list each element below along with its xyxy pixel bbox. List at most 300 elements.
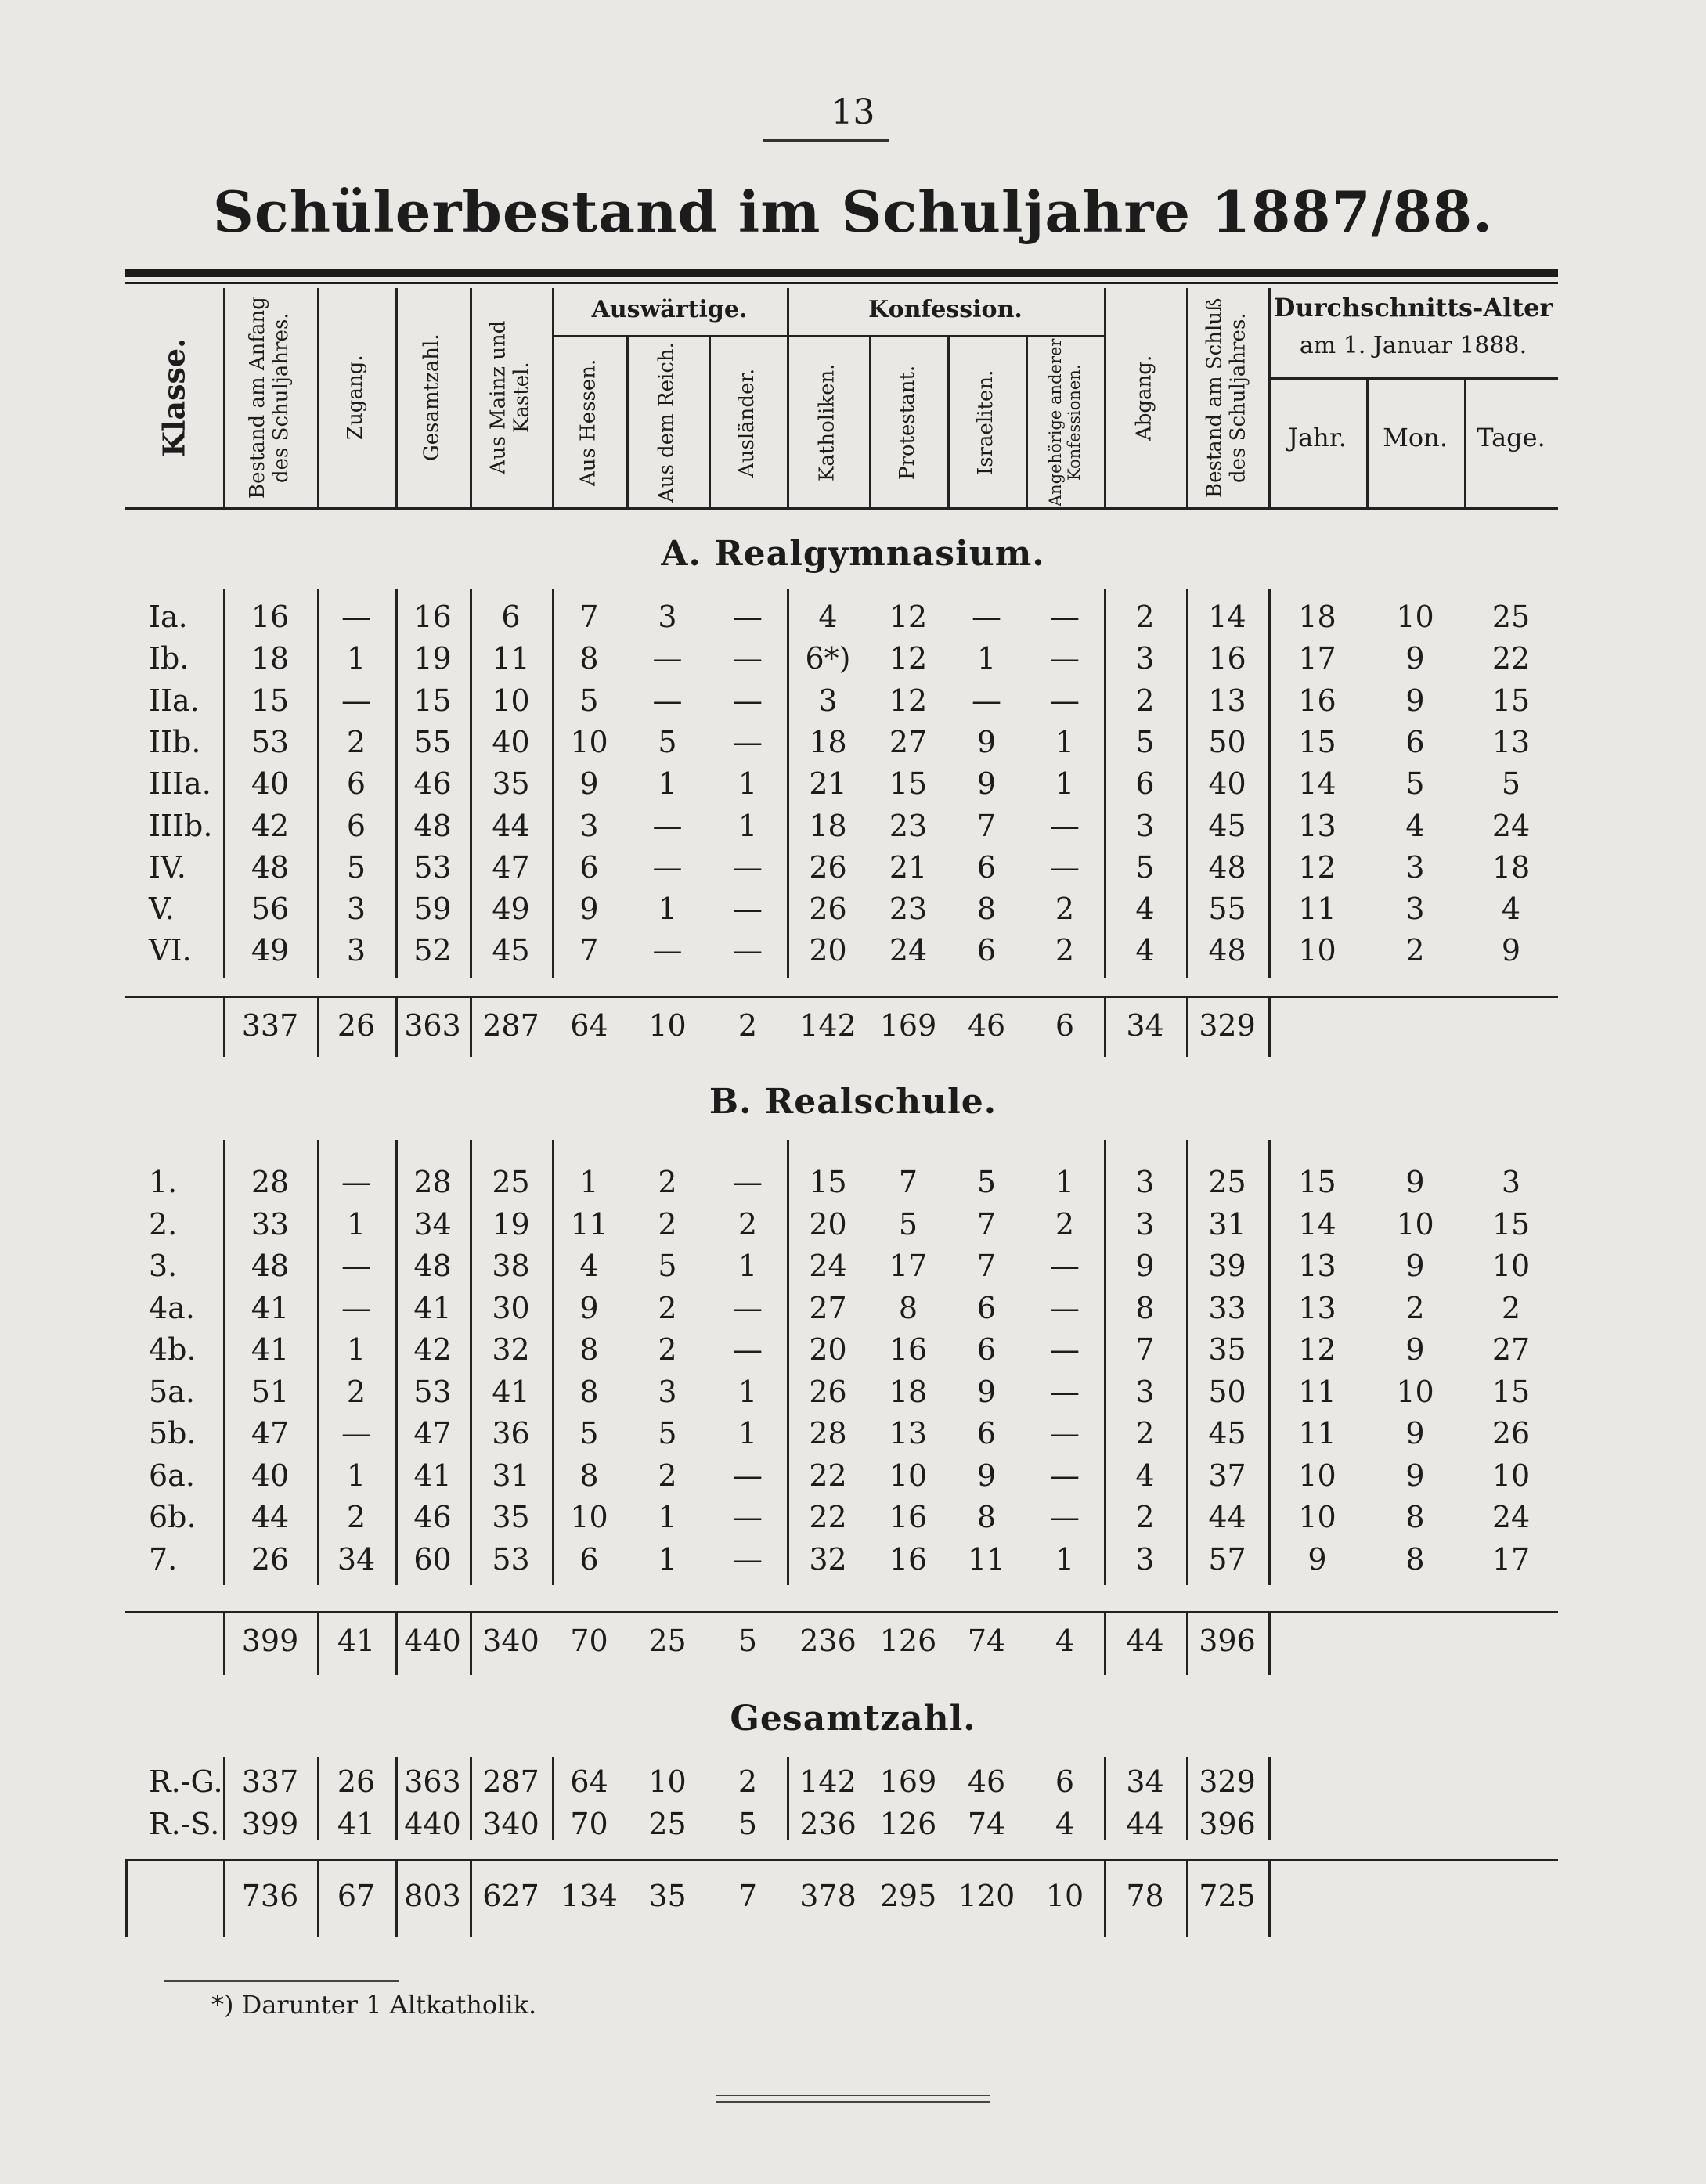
- section-b-sum-rule: [125, 1611, 1558, 1613]
- row-label: IIIa.: [149, 766, 211, 802]
- table-cell: 18: [251, 641, 290, 676]
- table-cell: —: [341, 683, 371, 718]
- table-cell: 40: [251, 1458, 290, 1493]
- table-cell: 2: [658, 1165, 677, 1199]
- table-cell: 70: [570, 1807, 608, 1841]
- table-cell: 26: [809, 892, 847, 927]
- table-cell: 27: [889, 724, 928, 759]
- table-cell: 40: [1208, 766, 1246, 802]
- table-cell: 5: [1501, 766, 1521, 802]
- table-cell: 25: [1208, 1165, 1246, 1199]
- table-cell: 48: [413, 1249, 452, 1283]
- table-cell: 20: [809, 1206, 847, 1242]
- table-cell: 9: [1501, 933, 1521, 968]
- table-cell: 1: [658, 1541, 677, 1577]
- table-cell: 7: [976, 1249, 997, 1283]
- table-cell: —: [733, 600, 763, 634]
- row-label: 5b.: [149, 1416, 197, 1451]
- total-cell: 134: [561, 1879, 618, 1913]
- table-cell: 18: [809, 724, 847, 759]
- table-cell: —: [652, 849, 683, 885]
- table-cell: 45: [1208, 1416, 1246, 1451]
- table-cell: 11: [492, 641, 530, 676]
- column-rule: [317, 589, 319, 978]
- table-cell: 1: [1055, 1541, 1075, 1577]
- table-cell: 13: [889, 1416, 928, 1451]
- total-cell: 627: [482, 1879, 539, 1913]
- column-rule: [395, 1757, 398, 1840]
- table-cell: 9: [579, 1290, 599, 1325]
- column-header-aus-mainz: Aus Mainz und Kastel.: [486, 320, 534, 475]
- table-cell: 11: [1298, 1374, 1336, 1409]
- table-cell: 17: [1298, 641, 1336, 676]
- table-cell: 2: [1405, 1290, 1425, 1325]
- table-cell: 363: [404, 1764, 461, 1799]
- row-label: 4a.: [149, 1290, 195, 1325]
- total-cell: 10: [1045, 1879, 1084, 1913]
- table-cell: 3: [658, 1374, 677, 1409]
- row-label: Ib.: [149, 641, 189, 676]
- table-cell: 9: [1135, 1249, 1155, 1283]
- table-cell: 55: [413, 724, 452, 759]
- row-label: IV.: [149, 849, 186, 885]
- table-cell: 8: [898, 1290, 918, 1325]
- row-label: R.-S.: [149, 1807, 220, 1841]
- table-cell: —: [341, 1165, 371, 1199]
- table-cell: 16: [889, 1500, 928, 1534]
- table-cell: 51: [251, 1374, 290, 1409]
- table-cell: 21: [809, 766, 847, 802]
- table-cell: 27: [809, 1290, 847, 1325]
- table-cell: 5: [658, 1249, 677, 1283]
- table-cell: 28: [809, 1416, 847, 1451]
- table-cell: —: [1050, 683, 1080, 718]
- table-cell: 1: [738, 1249, 758, 1283]
- table-cell: 1: [1055, 766, 1075, 802]
- column-rule: [1268, 1140, 1271, 1585]
- table-cell: —: [1050, 1416, 1080, 1451]
- table-cell: 13: [1298, 1249, 1336, 1283]
- column-rule: [552, 1757, 554, 1840]
- table-cell: 399: [241, 1807, 299, 1841]
- total-cell: 399: [241, 1624, 299, 1658]
- table-cell: 26: [1491, 1416, 1531, 1451]
- column-header-mon: Mon.: [1383, 423, 1448, 452]
- table-cell: 2: [346, 724, 366, 759]
- table-cell: —: [652, 683, 683, 718]
- table-cell: 2: [346, 1500, 366, 1534]
- table-cell: 26: [809, 849, 847, 885]
- table-cell: 13: [1298, 1290, 1336, 1325]
- bottom-double-rule: [716, 2101, 990, 2103]
- table-cell: 35: [1208, 1332, 1246, 1367]
- table-cell: —: [972, 683, 1001, 718]
- table-cell: 46: [413, 766, 452, 802]
- table-cell: 6: [976, 933, 997, 968]
- column-rule: [470, 589, 472, 978]
- column-rule: [552, 1140, 554, 1585]
- section-title-c: Gesamtzahl.: [730, 1699, 976, 1739]
- table-cell: —: [1050, 1249, 1080, 1283]
- total-cell: 74: [967, 1624, 1006, 1658]
- table-cell: 10: [1298, 933, 1336, 968]
- table-cell: 9: [1405, 1416, 1425, 1451]
- table-cell: 4: [1055, 1807, 1075, 1841]
- table-cell: 17: [889, 1249, 928, 1283]
- column-rule: [787, 589, 789, 978]
- table-cell: 7: [579, 600, 599, 634]
- table-cell: 15: [889, 766, 928, 802]
- table-cell: 24: [889, 933, 928, 968]
- column-rule: [223, 1140, 225, 1585]
- table-cell: 3: [818, 683, 838, 718]
- column-rule: [787, 1140, 789, 1585]
- table-cell: 6: [976, 1332, 997, 1367]
- table-cell: 1: [1055, 1165, 1075, 1199]
- table-cell: 33: [251, 1206, 290, 1242]
- group-header-konfession: Konfession.: [868, 296, 1023, 323]
- table-cell: 5: [579, 1416, 599, 1451]
- row-label: IIIb.: [149, 808, 213, 843]
- table-cell: 41: [413, 1290, 452, 1325]
- column-rule: [1104, 589, 1106, 978]
- table-cell: 35: [492, 766, 530, 802]
- table-cell: 3: [1135, 641, 1155, 676]
- total-cell: 25: [648, 1624, 687, 1658]
- table-cell: 236: [799, 1807, 857, 1841]
- table-cell: —: [733, 1290, 763, 1325]
- table-cell: 9: [1405, 683, 1425, 718]
- total-cell: 396: [1199, 1624, 1256, 1658]
- table-cell: 37: [1208, 1458, 1246, 1493]
- table-cell: 23: [889, 808, 928, 843]
- table-cell: 1: [346, 1332, 366, 1367]
- table-cell: 10: [1298, 1458, 1336, 1493]
- table-cell: 6*): [805, 641, 851, 676]
- table-cell: 8: [579, 1374, 599, 1409]
- total-cell: 340: [482, 1624, 539, 1658]
- table-cell: 5: [346, 849, 366, 885]
- table-cell: 24: [809, 1249, 847, 1283]
- table-cell: —: [733, 1332, 763, 1367]
- table-cell: 15: [809, 1165, 847, 1199]
- table-cell: 24: [1491, 1500, 1531, 1534]
- table-cell: 47: [413, 1416, 452, 1451]
- table-cell: 57: [1208, 1541, 1246, 1577]
- header-bottom-rule: [125, 507, 1558, 510]
- table-cell: 440: [404, 1807, 461, 1841]
- table-cell: 47: [251, 1416, 290, 1451]
- footnote-rule: [164, 1980, 399, 1982]
- table-cell: 15: [1491, 683, 1531, 718]
- table-cell: 6: [976, 1416, 997, 1451]
- table-cell: 7: [898, 1165, 918, 1199]
- table-cell: 18: [889, 1374, 928, 1409]
- table-cell: 22: [809, 1458, 847, 1493]
- table-cell: 15: [1491, 1374, 1531, 1409]
- total-cell: 7: [738, 1879, 758, 1913]
- table-cell: 13: [1491, 724, 1531, 759]
- table-cell: 30: [492, 1290, 530, 1325]
- table-cell: 9: [579, 766, 599, 802]
- table-cell: 53: [251, 724, 290, 759]
- total-cell: 6: [1055, 1008, 1075, 1043]
- table-top-rule-thin: [125, 282, 1558, 284]
- table-cell: 5: [579, 683, 599, 718]
- total-cell: 41: [337, 1624, 376, 1658]
- table-cell: —: [341, 1416, 371, 1451]
- table-cell: 1: [658, 892, 677, 927]
- table-cell: 3: [346, 892, 366, 927]
- table-cell: 13: [1298, 808, 1336, 843]
- table-cell: 5: [1405, 766, 1425, 802]
- table-cell: 3: [1501, 1165, 1521, 1199]
- table-cell: 28: [251, 1165, 290, 1199]
- table-cell: 33: [1208, 1290, 1246, 1325]
- table-cell: 6: [346, 808, 366, 843]
- column-rule: [395, 1140, 398, 1585]
- table-cell: 12: [889, 641, 928, 676]
- table-cell: 2: [1055, 1206, 1075, 1242]
- table-cell: 142: [799, 1764, 857, 1799]
- row-label: V.: [149, 892, 175, 927]
- table-cell: 34: [1126, 1764, 1164, 1799]
- table-cell: 7: [976, 808, 997, 843]
- table-cell: 52: [413, 933, 452, 968]
- table-cell: —: [1050, 849, 1080, 885]
- table-cell: 44: [1208, 1500, 1246, 1534]
- total-cell: 4: [1055, 1624, 1075, 1658]
- column-rule: [1186, 1140, 1188, 1585]
- column-header-protestant: Protestant.: [896, 365, 920, 481]
- table-cell: 50: [1208, 1374, 1246, 1409]
- table-cell: 16: [889, 1541, 928, 1577]
- column-header-katholiken: Katholiken.: [815, 363, 839, 482]
- table-cell: 48: [251, 1249, 290, 1283]
- table-cell: —: [972, 600, 1001, 634]
- total-cell: 5: [738, 1624, 758, 1658]
- table-cell: 337: [241, 1764, 299, 1799]
- table-cell: 45: [492, 933, 530, 968]
- table-cell: 4: [1501, 892, 1521, 927]
- total-cell: 142: [799, 1008, 857, 1043]
- table-cell: 1: [1055, 724, 1075, 759]
- table-cell: 15: [251, 683, 290, 718]
- table-cell: 15: [1491, 1206, 1531, 1242]
- row-label: Ia.: [149, 600, 188, 634]
- table-cell: 53: [413, 849, 452, 885]
- column-rule: [1104, 1140, 1106, 1585]
- table-cell: 5: [738, 1807, 758, 1841]
- table-cell: 2: [658, 1458, 677, 1493]
- table-cell: —: [733, 683, 763, 718]
- page-number-rule: [763, 139, 889, 142]
- row-label: 6b.: [149, 1500, 197, 1534]
- row-label: 6a.: [149, 1458, 195, 1493]
- table-cell: 9: [1405, 1165, 1425, 1199]
- table-cell: 10: [570, 1500, 608, 1534]
- table-cell: 9: [1405, 1332, 1425, 1367]
- table-cell: 9: [579, 892, 599, 927]
- section-a-sum-rule: [125, 996, 1558, 998]
- table-cell: 59: [413, 892, 452, 927]
- table-cell: 5: [976, 1165, 997, 1199]
- durchschnitt-underline: [1268, 377, 1558, 380]
- column-rule: [317, 1757, 319, 1840]
- section-c-sum-rule: [125, 1859, 1558, 1861]
- table-cell: —: [733, 892, 763, 927]
- table-cell: 53: [413, 1374, 452, 1409]
- table-cell: 10: [1396, 1206, 1434, 1242]
- table-cell: 5: [898, 1206, 918, 1242]
- table-cell: 8: [1405, 1541, 1425, 1577]
- table-cell: 7: [1135, 1332, 1155, 1367]
- table-cell: 1: [738, 1374, 758, 1409]
- total-cell: 329: [1199, 1008, 1256, 1043]
- table-cell: 44: [251, 1500, 290, 1534]
- table-cell: 36: [492, 1416, 530, 1451]
- column-rule: [1268, 1757, 1271, 1840]
- table-cell: 34: [413, 1206, 452, 1242]
- table-cell: 1: [346, 641, 366, 676]
- row-label: VI.: [149, 933, 192, 968]
- table-cell: 48: [251, 849, 290, 885]
- table-cell: 5: [1135, 724, 1155, 759]
- table-cell: 6: [1405, 724, 1425, 759]
- column-rule: [1268, 589, 1271, 978]
- table-cell: 9: [1307, 1541, 1327, 1577]
- table-cell: —: [1050, 1332, 1080, 1367]
- table-cell: 18: [1298, 600, 1336, 634]
- table-cell: 10: [1396, 600, 1434, 634]
- table-cell: 10: [1491, 1249, 1531, 1283]
- table-cell: 7: [976, 1206, 997, 1242]
- table-cell: 3: [1405, 849, 1425, 885]
- page-title: Schülerbestand im Schuljahre 1887/88.: [212, 178, 1494, 245]
- table-cell: 8: [579, 1458, 599, 1493]
- table-cell: 41: [492, 1374, 530, 1409]
- table-cell: 2: [738, 1764, 758, 1799]
- table-cell: 8: [976, 1500, 997, 1534]
- table-cell: 39: [1208, 1249, 1246, 1283]
- table-cell: 329: [1199, 1764, 1256, 1799]
- table-cell: 1: [346, 1458, 366, 1493]
- table-cell: 18: [1491, 849, 1531, 885]
- row-label: 4b.: [149, 1332, 197, 1367]
- table-cell: 25: [492, 1165, 530, 1199]
- column-rule: [552, 589, 554, 978]
- table-cell: 1: [738, 766, 758, 802]
- table-cell: 3: [1405, 892, 1425, 927]
- table-cell: —: [341, 600, 371, 634]
- total-cell: 46: [967, 1008, 1006, 1043]
- table-cell: 12: [889, 600, 928, 634]
- table-cell: —: [733, 1500, 763, 1534]
- table-cell: 2: [1135, 683, 1155, 718]
- table-cell: 12: [1298, 1332, 1336, 1367]
- total-cell: 725: [1199, 1879, 1256, 1913]
- column-header-gesamtzahl: Gesamtzahl.: [420, 333, 444, 462]
- table-cell: 11: [967, 1541, 1006, 1577]
- total-cell: 378: [799, 1879, 857, 1913]
- table-cell: 27: [1491, 1332, 1531, 1367]
- table-cell: —: [1050, 641, 1080, 676]
- table-cell: 16: [413, 600, 452, 634]
- column-rule: [395, 589, 398, 978]
- group-header-auswaertige: Auswärtige.: [591, 296, 748, 323]
- table-cell: 31: [492, 1458, 530, 1493]
- total-cell: 736: [241, 1879, 299, 1913]
- total-cell: 236: [799, 1624, 857, 1658]
- table-cell: —: [341, 1290, 371, 1325]
- table-cell: 3: [1135, 808, 1155, 843]
- column-header-aus-hessen: Aus Hessen.: [576, 359, 601, 487]
- table-cell: 31: [1208, 1206, 1246, 1242]
- table-cell: 2: [658, 1290, 677, 1325]
- table-cell: 6: [501, 600, 521, 634]
- total-cell: 363: [404, 1008, 461, 1043]
- total-cell: 169: [879, 1008, 937, 1043]
- group-header-durchschnitt: Durchschnitts-Alter: [1273, 293, 1553, 323]
- section-title-b: B. Realschule.: [709, 1082, 997, 1122]
- table-cell: 8: [579, 1332, 599, 1367]
- table-cell: 1: [346, 1206, 366, 1242]
- table-cell: 2: [1135, 600, 1155, 634]
- table-cell: 26: [337, 1764, 376, 1799]
- table-top-rule: [125, 269, 1558, 277]
- table-cell: 9: [1405, 1458, 1425, 1493]
- table-cell: 3: [658, 600, 677, 634]
- table-cell: 15: [1298, 724, 1336, 759]
- table-cell: 2: [658, 1206, 677, 1242]
- row-label: 7.: [149, 1541, 178, 1577]
- column-header-abgang: Abgang.: [1132, 355, 1156, 441]
- table-cell: —: [1050, 1374, 1080, 1409]
- table-cell: 8: [579, 641, 599, 676]
- table-cell: 8: [1405, 1500, 1425, 1534]
- table-cell: 42: [251, 808, 290, 843]
- table-cell: 10: [1491, 1458, 1531, 1493]
- table-cell: 48: [1208, 933, 1246, 968]
- table-cell: 6: [346, 766, 366, 802]
- column-rule: [470, 1757, 472, 1840]
- row-label: IIa.: [149, 683, 200, 718]
- table-cell: 9: [976, 766, 997, 802]
- table-cell: 41: [337, 1807, 376, 1841]
- table-cell: 287: [482, 1764, 539, 1799]
- table-cell: 15: [413, 683, 452, 718]
- column-header-auslaender: Ausländer.: [735, 368, 759, 478]
- table-cell: 10: [648, 1764, 687, 1799]
- table-cell: 7: [579, 933, 599, 968]
- table-cell: 8: [976, 892, 997, 927]
- table-cell: 40: [251, 766, 290, 802]
- table-cell: 1: [976, 641, 997, 676]
- table-cell: 32: [492, 1332, 530, 1367]
- row-label: IIb.: [149, 724, 201, 759]
- table-cell: 4: [1135, 1458, 1155, 1493]
- table-cell: 4: [1135, 933, 1155, 968]
- table-cell: 46: [967, 1764, 1006, 1799]
- table-cell: —: [1050, 600, 1080, 634]
- table-cell: 2: [1405, 933, 1425, 968]
- table-cell: 16: [1208, 641, 1246, 676]
- table-cell: 41: [413, 1458, 452, 1493]
- column-header-aus-reich: Aus dem Reich.: [655, 342, 679, 503]
- table-cell: 1: [738, 1416, 758, 1451]
- total-cell: 26: [337, 1008, 376, 1043]
- table-cell: 23: [889, 892, 928, 927]
